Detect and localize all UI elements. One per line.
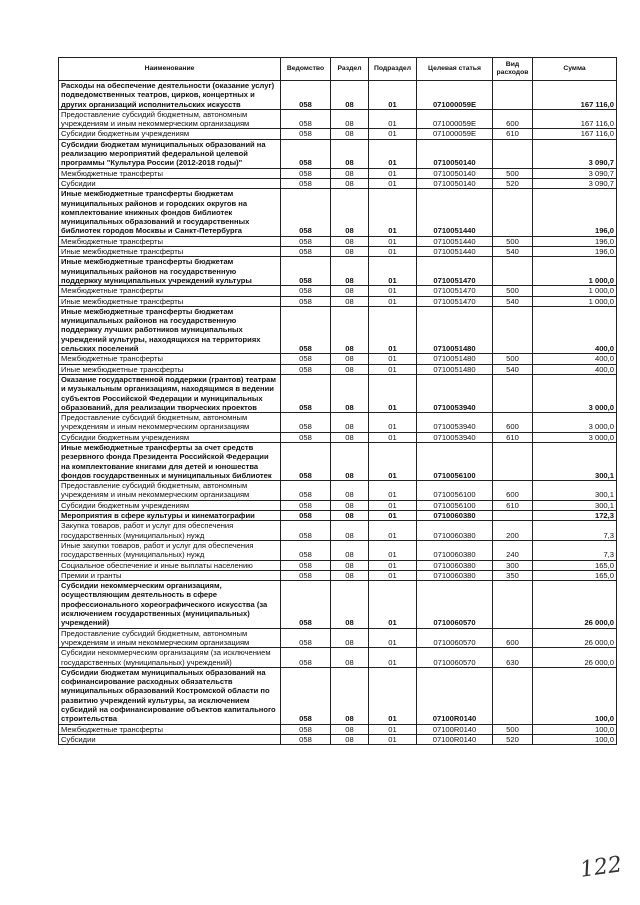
cell-dept: 058 bbox=[281, 540, 331, 560]
cell-dept: 058 bbox=[281, 628, 331, 648]
cell-section: 08 bbox=[331, 560, 369, 570]
cell-sum: 400,0 bbox=[533, 354, 617, 364]
cell-dept: 058 bbox=[281, 481, 331, 501]
cell-dept: 058 bbox=[281, 139, 331, 168]
cell-exptype bbox=[493, 189, 533, 236]
cell-dept: 058 bbox=[281, 247, 331, 257]
cell-subsection: 01 bbox=[369, 481, 417, 501]
cell-name: Иные межбюджетные трансферты за счет средств резервного фонда Президента Российской Федерации на комплектование книгами для детей и юношества фондов государственных и муниципальных библиотек bbox=[59, 442, 281, 480]
table-row bbox=[59, 521, 617, 541]
cell-exptype bbox=[493, 374, 533, 412]
table-row bbox=[59, 129, 617, 139]
cell-sum: 1 000,0 bbox=[533, 296, 617, 306]
header-name: Наименование bbox=[59, 58, 281, 81]
cell-subsection: 01 bbox=[369, 364, 417, 374]
cell-name: Оказание государственной поддержки (грантов) театрам и музыкальным организациям, находящимся в ведении субъектов Российской Федерации и муниципальных образований, для реализации творческих проектов bbox=[59, 374, 281, 412]
table-row bbox=[59, 560, 617, 570]
cell-section: 08 bbox=[331, 432, 369, 442]
cell-name: Субсидии некоммерческим организациям (за исключением государственных (муниципальных) учреждений) bbox=[59, 648, 281, 668]
cell-exptype bbox=[493, 306, 533, 353]
cell-target: 0710053940 bbox=[417, 432, 493, 442]
cell-subsection: 01 bbox=[369, 168, 417, 178]
cell-sum: 300,1 bbox=[533, 481, 617, 501]
table-row bbox=[59, 247, 617, 257]
table-row bbox=[59, 81, 617, 110]
cell-target: 071000059Е bbox=[417, 129, 493, 139]
cell-name: Субсидии bbox=[59, 178, 281, 188]
cell-exptype bbox=[493, 257, 533, 286]
table-row bbox=[59, 667, 617, 724]
cell-exptype: 610 bbox=[493, 500, 533, 510]
cell-name: Субсидии бюджетам муниципальных образований на реализацию мероприятий федеральной целевой программы "Культура России (2012-2018 годы)" bbox=[59, 139, 281, 168]
cell-name: Субсидии бюджетным учреждениям bbox=[59, 500, 281, 510]
cell-sum: 3 000,0 bbox=[533, 413, 617, 433]
cell-exptype bbox=[493, 511, 533, 521]
cell-target: 071000059Е bbox=[417, 81, 493, 110]
cell-sum: 400,0 bbox=[533, 364, 617, 374]
cell-name: Межбюджетные трансферты bbox=[59, 236, 281, 246]
table-row bbox=[59, 724, 617, 734]
cell-name: Иные межбюджетные трансферты бюджетам муниципальных районов на государственную поддержку лучших работников муниципальных учреждений культуры, находящихся на территориях сельских поселений bbox=[59, 306, 281, 353]
cell-name: Субсидии бюджетным учреждениям bbox=[59, 432, 281, 442]
cell-exptype: 500 bbox=[493, 286, 533, 296]
cell-dept: 058 bbox=[281, 521, 331, 541]
cell-dept: 058 bbox=[281, 109, 331, 129]
cell-subsection: 01 bbox=[369, 667, 417, 724]
cell-dept: 058 bbox=[281, 354, 331, 364]
cell-target: 0710060570 bbox=[417, 648, 493, 668]
cell-subsection: 01 bbox=[369, 286, 417, 296]
cell-name: Субсидии bbox=[59, 734, 281, 744]
cell-section: 08 bbox=[331, 189, 369, 236]
cell-section: 08 bbox=[331, 511, 369, 521]
cell-subsection: 01 bbox=[369, 236, 417, 246]
cell-subsection: 01 bbox=[369, 734, 417, 744]
table-row bbox=[59, 189, 617, 236]
cell-dept: 058 bbox=[281, 667, 331, 724]
cell-section: 08 bbox=[331, 724, 369, 734]
header-dept: Ведомство bbox=[281, 58, 331, 81]
cell-sum: 167 116,0 bbox=[533, 129, 617, 139]
cell-sum: 7,3 bbox=[533, 540, 617, 560]
cell-exptype: 350 bbox=[493, 570, 533, 580]
cell-exptype: 520 bbox=[493, 178, 533, 188]
cell-exptype bbox=[493, 81, 533, 110]
cell-exptype: 500 bbox=[493, 168, 533, 178]
cell-subsection: 01 bbox=[369, 189, 417, 236]
cell-subsection: 01 bbox=[369, 432, 417, 442]
cell-section: 08 bbox=[331, 540, 369, 560]
cell-target: 0710051440 bbox=[417, 247, 493, 257]
cell-dept: 058 bbox=[281, 511, 331, 521]
cell-exptype: 500 bbox=[493, 354, 533, 364]
cell-exptype: 240 bbox=[493, 540, 533, 560]
cell-dept: 058 bbox=[281, 581, 331, 628]
cell-target: 07100R0140 bbox=[417, 724, 493, 734]
cell-section: 08 bbox=[331, 734, 369, 744]
table-row bbox=[59, 109, 617, 129]
table-row bbox=[59, 257, 617, 286]
cell-target: 0710060380 bbox=[417, 511, 493, 521]
cell-name: Субсидии некоммерческим организациям, осуществляющим деятельность в сфере профессионального хореографического искусства (за исключением государственных (муниципальных) учреждений) bbox=[59, 581, 281, 628]
cell-sum: 3 090,7 bbox=[533, 168, 617, 178]
cell-subsection: 01 bbox=[369, 374, 417, 412]
table-row bbox=[59, 734, 617, 744]
cell-sum: 100,0 bbox=[533, 734, 617, 744]
cell-exptype: 540 bbox=[493, 296, 533, 306]
cell-section: 08 bbox=[331, 296, 369, 306]
cell-sum: 196,0 bbox=[533, 236, 617, 246]
cell-section: 08 bbox=[331, 247, 369, 257]
header-subsection: Подраздел bbox=[369, 58, 417, 81]
cell-subsection: 01 bbox=[369, 560, 417, 570]
table-row bbox=[59, 364, 617, 374]
cell-sum: 26 000,0 bbox=[533, 581, 617, 628]
cell-section: 08 bbox=[331, 481, 369, 501]
cell-subsection: 01 bbox=[369, 306, 417, 353]
cell-dept: 058 bbox=[281, 81, 331, 110]
cell-target: 0710060380 bbox=[417, 570, 493, 580]
cell-target: 07100R0140 bbox=[417, 667, 493, 724]
cell-section: 08 bbox=[331, 570, 369, 580]
cell-name: Мероприятия в сфере культуры и кинематографии bbox=[59, 511, 281, 521]
cell-section: 08 bbox=[331, 354, 369, 364]
cell-subsection: 01 bbox=[369, 354, 417, 364]
cell-name: Иные межбюджетные трансферты bbox=[59, 364, 281, 374]
cell-section: 08 bbox=[331, 286, 369, 296]
budget-table bbox=[58, 57, 617, 745]
cell-sum: 167 116,0 bbox=[533, 109, 617, 129]
cell-sum: 167 116,0 bbox=[533, 81, 617, 110]
cell-name: Иные закупки товаров, работ и услуг для обеспечения государственных (муниципальных) нужд bbox=[59, 540, 281, 560]
cell-subsection: 01 bbox=[369, 247, 417, 257]
cell-section: 08 bbox=[331, 374, 369, 412]
header-sum: Сумма bbox=[533, 58, 617, 81]
cell-target: 0710056100 bbox=[417, 500, 493, 510]
cell-dept: 058 bbox=[281, 432, 331, 442]
cell-exptype: 600 bbox=[493, 481, 533, 501]
cell-section: 08 bbox=[331, 109, 369, 129]
cell-dept: 058 bbox=[281, 374, 331, 412]
header-exptype: Вид расходов bbox=[493, 58, 533, 81]
table-row bbox=[59, 500, 617, 510]
cell-target: 0710053940 bbox=[417, 374, 493, 412]
table-row bbox=[59, 511, 617, 521]
cell-target: 0710051480 bbox=[417, 306, 493, 353]
cell-subsection: 01 bbox=[369, 511, 417, 521]
cell-exptype bbox=[493, 667, 533, 724]
cell-sum: 3 000,0 bbox=[533, 374, 617, 412]
cell-target: 0710051470 bbox=[417, 286, 493, 296]
table-row bbox=[59, 648, 617, 668]
table-body bbox=[59, 81, 617, 745]
table-row bbox=[59, 413, 617, 433]
cell-exptype: 630 bbox=[493, 648, 533, 668]
cell-subsection: 01 bbox=[369, 648, 417, 668]
cell-subsection: 01 bbox=[369, 296, 417, 306]
cell-dept: 058 bbox=[281, 442, 331, 480]
cell-dept: 058 bbox=[281, 500, 331, 510]
cell-name: Субсидии бюджетам муниципальных образований на софинансирование расходных обязательств муниципальных образований Костромской области по развитию учреждений культуры, за исключением субсидий на софинансирование объектов капитального строительства bbox=[59, 667, 281, 724]
table-row bbox=[59, 178, 617, 188]
cell-section: 08 bbox=[331, 500, 369, 510]
cell-exptype bbox=[493, 581, 533, 628]
cell-section: 08 bbox=[331, 306, 369, 353]
table-row bbox=[59, 286, 617, 296]
cell-sum: 300,1 bbox=[533, 500, 617, 510]
cell-subsection: 01 bbox=[369, 628, 417, 648]
cell-exptype: 520 bbox=[493, 734, 533, 744]
cell-sum: 300,1 bbox=[533, 442, 617, 480]
cell-sum: 100,0 bbox=[533, 724, 617, 734]
table-row bbox=[59, 581, 617, 628]
cell-sum: 1 000,0 bbox=[533, 257, 617, 286]
table-row bbox=[59, 628, 617, 648]
cell-subsection: 01 bbox=[369, 129, 417, 139]
table-row bbox=[59, 432, 617, 442]
cell-subsection: 01 bbox=[369, 540, 417, 560]
cell-name: Межбюджетные трансферты bbox=[59, 724, 281, 734]
cell-section: 08 bbox=[331, 442, 369, 480]
cell-sum: 3 090,7 bbox=[533, 178, 617, 188]
cell-dept: 058 bbox=[281, 296, 331, 306]
cell-sum: 400,0 bbox=[533, 306, 617, 353]
cell-exptype bbox=[493, 139, 533, 168]
cell-section: 08 bbox=[331, 628, 369, 648]
cell-subsection: 01 bbox=[369, 178, 417, 188]
cell-target: 0710060570 bbox=[417, 581, 493, 628]
cell-section: 08 bbox=[331, 81, 369, 110]
cell-target: 0710060380 bbox=[417, 560, 493, 570]
cell-exptype: 540 bbox=[493, 364, 533, 374]
cell-name: Иные межбюджетные трансферты бюджетам муниципальных районов и городских округов на комплектование книжных фондов библиотек муниципальных образований и государственных библиотек городов Москвы и Санкт-Петербурга bbox=[59, 189, 281, 236]
cell-subsection: 01 bbox=[369, 109, 417, 129]
cell-name: Иные межбюджетные трансферты bbox=[59, 247, 281, 257]
cell-sum: 165,0 bbox=[533, 560, 617, 570]
cell-dept: 058 bbox=[281, 648, 331, 668]
cell-exptype: 500 bbox=[493, 236, 533, 246]
cell-exptype: 610 bbox=[493, 432, 533, 442]
cell-dept: 058 bbox=[281, 129, 331, 139]
cell-target: 0710056100 bbox=[417, 481, 493, 501]
cell-sum: 26 000,0 bbox=[533, 648, 617, 668]
cell-name: Предоставление субсидий бюджетным, автономным учреждениям и иным некоммерческим организациям bbox=[59, 628, 281, 648]
cell-name: Премии и гранты bbox=[59, 570, 281, 580]
cell-target: 0710050140 bbox=[417, 139, 493, 168]
cell-target: 07100R0140 bbox=[417, 734, 493, 744]
cell-dept: 058 bbox=[281, 734, 331, 744]
cell-dept: 058 bbox=[281, 306, 331, 353]
cell-exptype: 500 bbox=[493, 724, 533, 734]
cell-name: Межбюджетные трансферты bbox=[59, 286, 281, 296]
cell-dept: 058 bbox=[281, 189, 331, 236]
table-row bbox=[59, 540, 617, 560]
cell-section: 08 bbox=[331, 413, 369, 433]
cell-subsection: 01 bbox=[369, 581, 417, 628]
header-target: Целевая статья bbox=[417, 58, 493, 81]
cell-sum: 3 000,0 bbox=[533, 432, 617, 442]
cell-dept: 058 bbox=[281, 178, 331, 188]
cell-target: 0710051480 bbox=[417, 364, 493, 374]
table-row bbox=[59, 481, 617, 501]
table-row bbox=[59, 374, 617, 412]
cell-section: 08 bbox=[331, 581, 369, 628]
table-row bbox=[59, 296, 617, 306]
cell-target: 0710056100 bbox=[417, 442, 493, 480]
cell-target: 0710051440 bbox=[417, 236, 493, 246]
cell-section: 08 bbox=[331, 257, 369, 286]
cell-name: Межбюджетные трансферты bbox=[59, 168, 281, 178]
table-row bbox=[59, 306, 617, 353]
handwritten-page-number: 122 bbox=[578, 852, 624, 883]
cell-dept: 058 bbox=[281, 364, 331, 374]
cell-section: 08 bbox=[331, 648, 369, 668]
cell-dept: 058 bbox=[281, 724, 331, 734]
cell-target: 0710051440 bbox=[417, 189, 493, 236]
cell-name: Иные межбюджетные трансферты bbox=[59, 296, 281, 306]
header-section: Раздел bbox=[331, 58, 369, 81]
cell-section: 08 bbox=[331, 521, 369, 541]
cell-dept: 058 bbox=[281, 257, 331, 286]
cell-section: 08 bbox=[331, 364, 369, 374]
table-row bbox=[59, 139, 617, 168]
cell-subsection: 01 bbox=[369, 442, 417, 480]
cell-dept: 058 bbox=[281, 286, 331, 296]
cell-sum: 196,0 bbox=[533, 189, 617, 236]
cell-sum: 1 000,0 bbox=[533, 286, 617, 296]
cell-sum: 3 090,7 bbox=[533, 139, 617, 168]
cell-dept: 058 bbox=[281, 413, 331, 433]
cell-target: 0710051470 bbox=[417, 257, 493, 286]
cell-name: Социальное обеспечение и иные выплаты населению bbox=[59, 560, 281, 570]
cell-name: Предоставление субсидий бюджетным, автономным учреждениям и иным некоммерческим организациям bbox=[59, 413, 281, 433]
cell-subsection: 01 bbox=[369, 724, 417, 734]
cell-name: Предоставление субсидий бюджетным, автономным учреждениям и иным некоммерческим организациям bbox=[59, 481, 281, 501]
cell-name: Расходы на обеспечение деятельности (оказание услуг) подведомственных театров, цирков, концертных и других организаций исполнительских искусств bbox=[59, 81, 281, 110]
document-page bbox=[58, 57, 616, 745]
cell-target: 0710060570 bbox=[417, 628, 493, 648]
cell-section: 08 bbox=[331, 129, 369, 139]
cell-sum: 26 000,0 bbox=[533, 628, 617, 648]
cell-subsection: 01 bbox=[369, 500, 417, 510]
cell-exptype: 300 bbox=[493, 560, 533, 570]
table-row bbox=[59, 570, 617, 580]
table-header-row bbox=[59, 58, 617, 81]
cell-target: 0710060380 bbox=[417, 540, 493, 560]
cell-name: Закупка товаров, работ и услуг для обеспечения государственных (муниципальных) нужд bbox=[59, 521, 281, 541]
table-row bbox=[59, 354, 617, 364]
cell-dept: 058 bbox=[281, 236, 331, 246]
cell-target: 0710050140 bbox=[417, 168, 493, 178]
table-row bbox=[59, 168, 617, 178]
cell-subsection: 01 bbox=[369, 521, 417, 541]
cell-exptype: 540 bbox=[493, 247, 533, 257]
cell-exptype: 600 bbox=[493, 413, 533, 433]
cell-sum: 165,0 bbox=[533, 570, 617, 580]
table-row bbox=[59, 236, 617, 246]
table-row bbox=[59, 442, 617, 480]
cell-sum: 172,3 bbox=[533, 511, 617, 521]
cell-section: 08 bbox=[331, 168, 369, 178]
cell-exptype bbox=[493, 442, 533, 480]
cell-sum: 100,0 bbox=[533, 667, 617, 724]
cell-target: 0710051480 bbox=[417, 354, 493, 364]
cell-section: 08 bbox=[331, 178, 369, 188]
cell-section: 08 bbox=[331, 236, 369, 246]
cell-sum: 196,0 bbox=[533, 247, 617, 257]
cell-subsection: 01 bbox=[369, 413, 417, 433]
cell-section: 08 bbox=[331, 139, 369, 168]
cell-subsection: 01 bbox=[369, 570, 417, 580]
cell-target: 071000059Е bbox=[417, 109, 493, 129]
cell-name: Субсидии бюджетным учреждениям bbox=[59, 129, 281, 139]
cell-dept: 058 bbox=[281, 168, 331, 178]
cell-name: Предоставление субсидий бюджетным, автономным учреждениям и иным некоммерческим организациям bbox=[59, 109, 281, 129]
cell-sum: 7,3 bbox=[533, 521, 617, 541]
cell-target: 0710051470 bbox=[417, 296, 493, 306]
cell-exptype: 600 bbox=[493, 109, 533, 129]
cell-dept: 058 bbox=[281, 570, 331, 580]
cell-target: 0710060380 bbox=[417, 521, 493, 541]
cell-subsection: 01 bbox=[369, 81, 417, 110]
cell-name: Иные межбюджетные трансферты бюджетам муниципальных районов на государственную поддержку муниципальных учреждений культуры bbox=[59, 257, 281, 286]
cell-name: Межбюджетные трансферты bbox=[59, 354, 281, 364]
cell-subsection: 01 bbox=[369, 139, 417, 168]
cell-target: 0710053940 bbox=[417, 413, 493, 433]
cell-exptype: 610 bbox=[493, 129, 533, 139]
cell-dept: 058 bbox=[281, 560, 331, 570]
cell-exptype: 200 bbox=[493, 521, 533, 541]
cell-subsection: 01 bbox=[369, 257, 417, 286]
cell-target: 0710050140 bbox=[417, 178, 493, 188]
cell-section: 08 bbox=[331, 667, 369, 724]
cell-exptype: 600 bbox=[493, 628, 533, 648]
